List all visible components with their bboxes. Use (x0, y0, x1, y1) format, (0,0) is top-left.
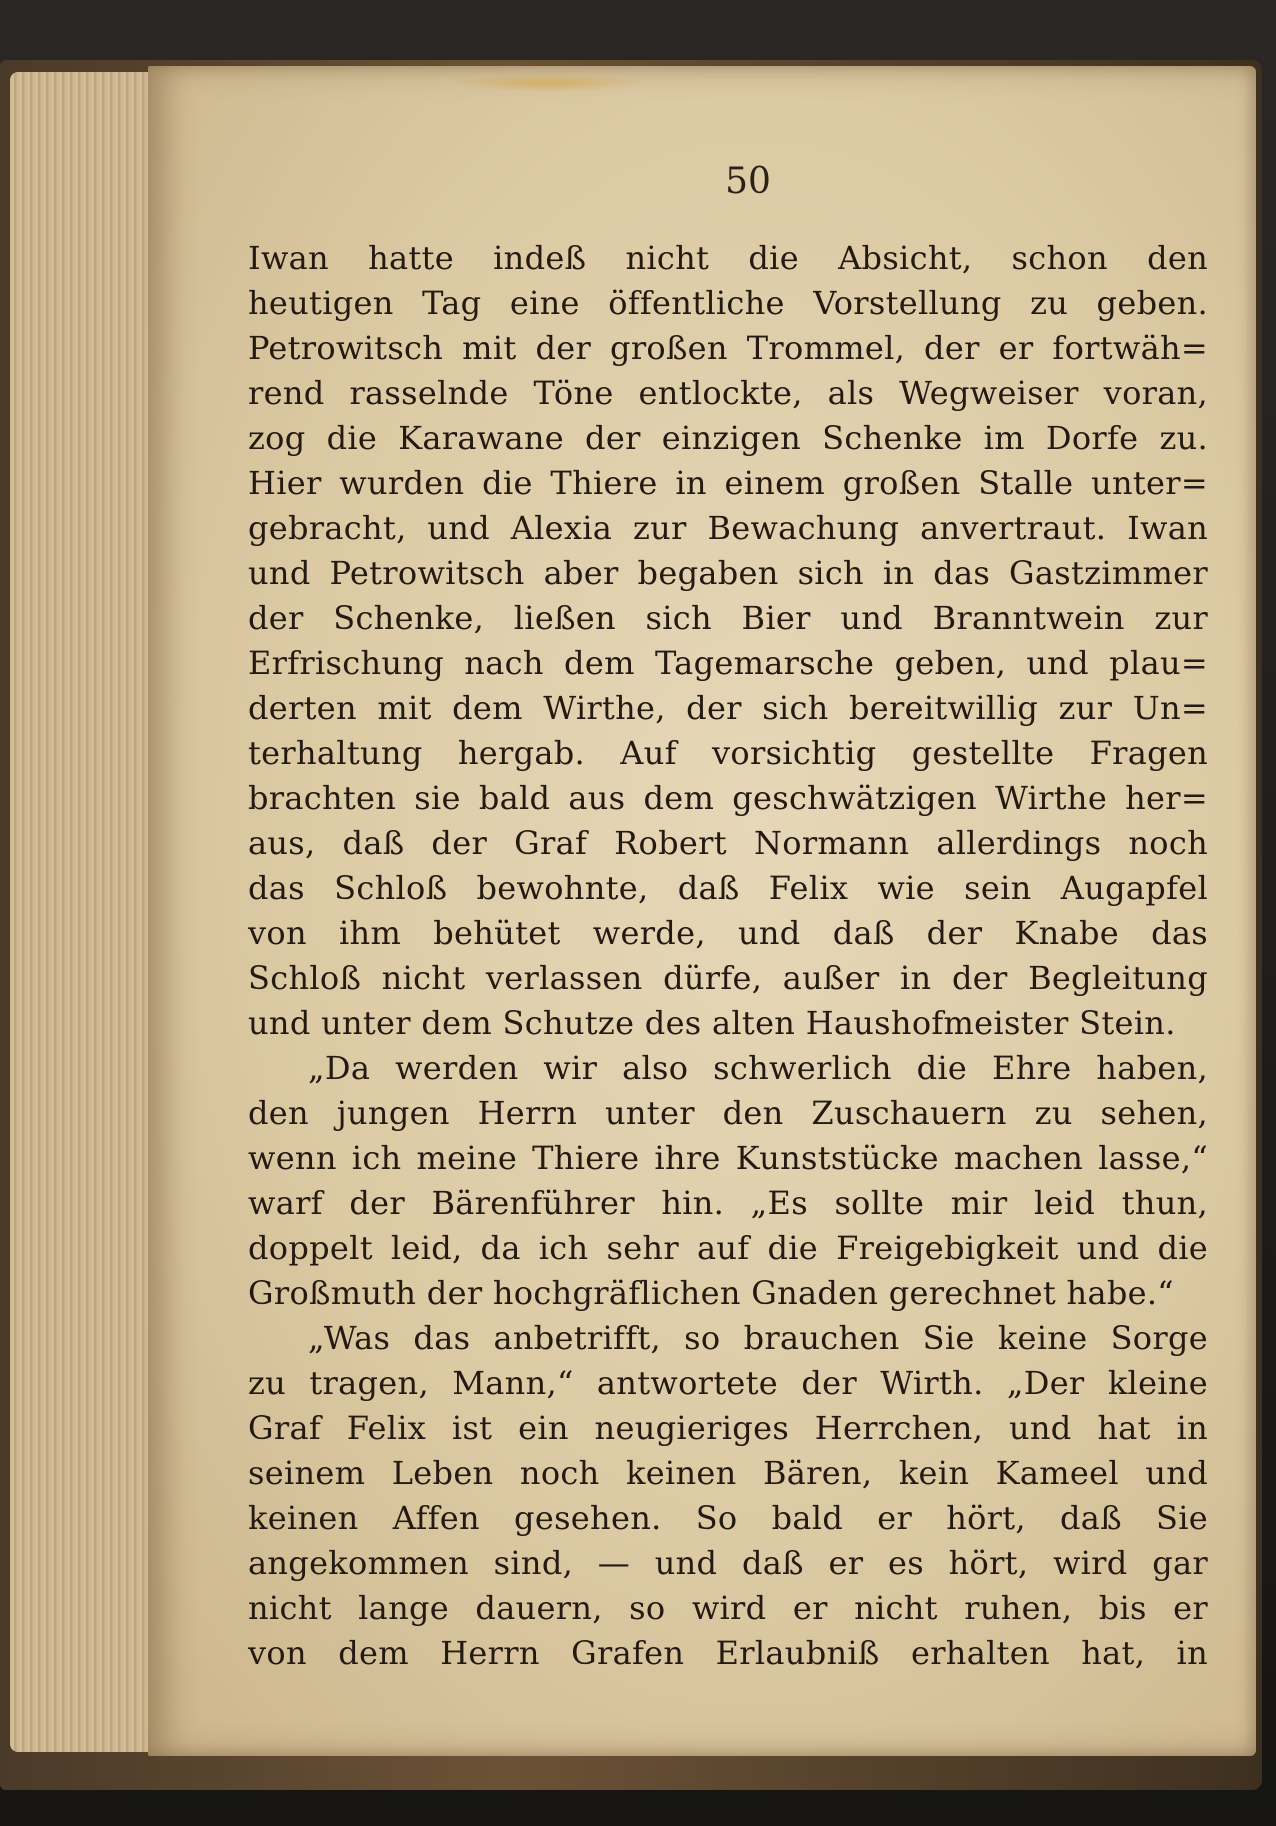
page-edges (10, 72, 160, 1752)
text-line: das Schloß bewohnte, daß Felix wie sein Augapfel (248, 869, 1208, 907)
text-line: den jungen Herrn unter den Zuschauern zu sehen, (248, 1094, 1208, 1132)
text-line: Schloß nicht verlassen dürfe, außer in der Begleitung (248, 959, 1208, 997)
text-line: und unter dem Schutze des alten Haushofmeister Stein. (248, 1004, 1176, 1042)
page-number: 50 (725, 161, 771, 202)
text-line: brachten sie bald aus dem geschwätzigen Wirthe her= (248, 779, 1208, 817)
text-line: keinen Affen gesehen. So bald er hört, daß Sie (248, 1499, 1208, 1537)
text-line: warf der Bärenführer hin. „Es sollte mir leid thun, (248, 1184, 1208, 1222)
text-line: seinem Leben noch keinen Bären, kein Kameel und (248, 1454, 1208, 1492)
text-line: doppelt leid, da ich sehr auf die Freigebigkeit und die (248, 1229, 1208, 1267)
text-line: Iwan hatte indeß nicht die Absicht, schon den (248, 239, 1208, 277)
text-line: und Petrowitsch aber begaben sich in das Gastzimmer (248, 554, 1208, 592)
text-block (248, 236, 1208, 1706)
text-line: der Schenke, ließen sich Bier und Branntwein zur (248, 599, 1208, 637)
text-line: Großmuth der hochgräflichen Gnaden gerechnet habe.“ (248, 1274, 1174, 1312)
text-line: heutigen Tag eine öffentliche Vorstellung zu geben. (248, 284, 1208, 322)
text-line: von ihm behütet werde, und daß der Knabe das (248, 914, 1208, 952)
text-line: derten mit dem Wirthe, der sich bereitwillig zur Un= (248, 689, 1208, 727)
text-line: nicht lange dauern, so wird er nicht ruhen, bis er (248, 1589, 1208, 1627)
text-line: Hier wurden die Thiere in einem großen Stalle unter= (248, 464, 1208, 502)
text-line: gebracht, und Alexia zur Bewachung anvertraut. Iwan (248, 509, 1208, 547)
text-line: wenn ich meine Thiere ihre Kunststücke machen lasse,“ (248, 1139, 1208, 1177)
page-stain (448, 74, 648, 92)
text-line: von dem Herrn Grafen Erlaubniß erhalten hat, in (248, 1634, 1208, 1672)
book-page (148, 66, 1256, 1756)
text-line: zu tragen, Mann,“ antwortete der Wirth. „Der kleine (248, 1364, 1208, 1402)
text-line: Erfrischung nach dem Tagemarsche geben, und plau= (248, 644, 1208, 682)
text-line: „Da werden wir also schwerlich die Ehre haben, (308, 1049, 1208, 1087)
text-line: zog die Karawane der einzigen Schenke im Dorfe zu. (248, 419, 1208, 457)
text-line: „Was das anbetrifft, so brauchen Sie keine Sorge (308, 1319, 1208, 1357)
text-line: rend rasselnde Töne entlockte, als Wegweiser voran, (248, 374, 1208, 412)
text-line: aus, daß der Graf Robert Normann allerdings noch (248, 824, 1208, 862)
text-line: angekommen sind, — und daß er es hört, wird gar (248, 1544, 1208, 1582)
text-line: Petrowitsch mit der großen Trommel, der er fortwäh= (248, 329, 1208, 367)
text-line: Graf Felix ist ein neugieriges Herrchen, und hat in (248, 1409, 1208, 1447)
text-line: terhaltung hergab. Auf vorsichtig gestellte Fragen (248, 734, 1208, 772)
